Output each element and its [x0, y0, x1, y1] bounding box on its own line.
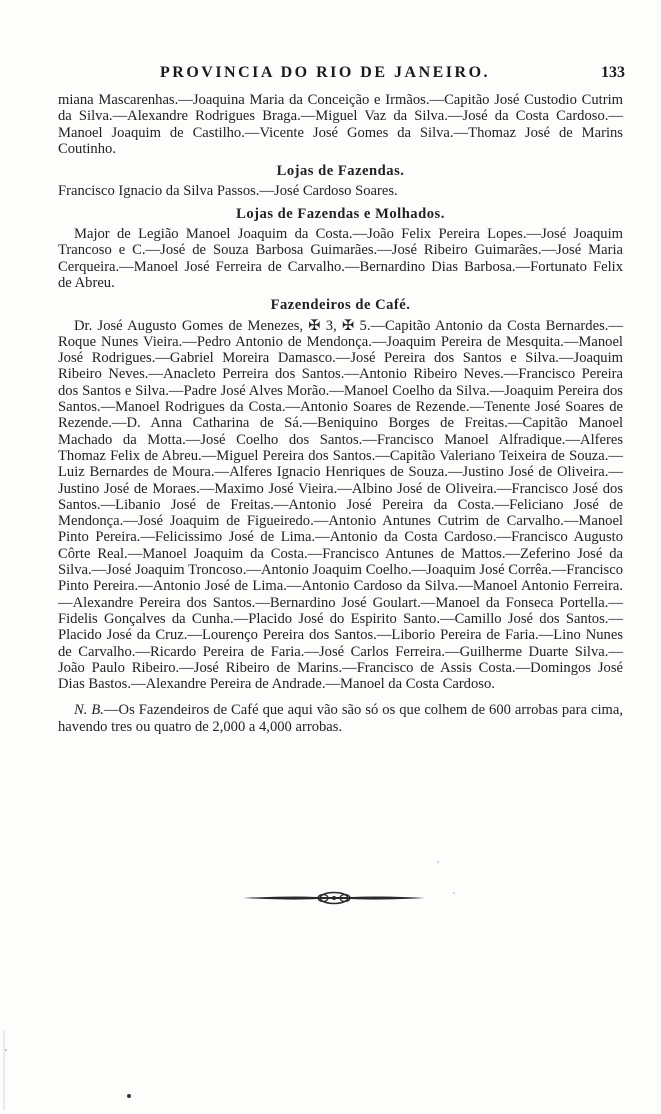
note-label: N. B. — [74, 702, 104, 719]
page-body — [58, 92, 623, 735]
note-paragraph — [58, 702, 623, 735]
paragraph-continuation: miana Mascarenhas.—Joaquina Maria da Conceição e Irmãos.—Capitão José Custodio Cutrim da Silva.—Alexandre Rodrigues Braga.—Miguel Vaz da Silva.—José da Costa Cardoso.—Manoel Joaquim de Castilho.—Vicente José Gomes da Silva.—Thomaz José de Marins Coutinho. — [58, 92, 623, 157]
decorative-rule-icon — [241, 888, 427, 908]
page-number: 133 — [601, 64, 625, 81]
section-title-lojas-de-fazendas: Lojas de Fazendas. — [276, 163, 405, 180]
note-text: —Os Fazendeiros de Café que aqui vão são só os que colhem de 600 arrobas para cima, havendo tres ou quatro de 2,000 a 4,000 arrobas. — [58, 702, 623, 735]
paragraph-lojas-de-fazendas: Francisco Ignacio da Silva Passos.—José Cardoso Soares. — [58, 183, 398, 200]
section-title-lojas-de-fazendas-e-molhados: Lojas de Fazendas e Molhados. — [236, 205, 445, 222]
paragraph-fazendeiros-de-cafe: Dr. José Augusto Gomes de Menezes, ✠ 3, ✠ 5.—Capitão Antonio da Costa Bernardes.—Roque Nunes Vieira.—Pedro Antonio de Mendonça.—Joaquim Pereira de Mesquita.—Manoel José Rodrigues.—Gabriel Moreira Damasco.—José Pereira dos Santos e Silva.—Joaquim Ribeiro Neves.—Anacleto Perreira dos Santos.—Antonio Ribeiro Neves.—Francisco Pereira dos Santos e Silva.—Padre José Alves Morão.—Manoel Coelho da Silva.—Joaquim Pereira dos Santos.—Manoel Rodrigues da Costa.—Antonio Soares de Rezende.—Tenente José Soares de Rezende.—D. Anna Catharina de Sá.—Beniquino Borges de Freitas.—Capitão Manoel Machado da Motta.—José Coelho dos Santos.—Francisco Manoel Alfradique.—Alferes Thomaz Felix de Abreu.—Miguel Pereira dos Santos.—Capitão Valeriano Teixeira de Souza.—Luiz Bernardes de Moura.—Alferes Ignacio Henriques de Souza.—Justino José de Oliveira.—Justino José de Moraes.—Maximo José Vieira.—Albino José de Oliveira.—Francisco José dos Santos.—Libanio José de Freitas.—Antonio José Pereira da Costa.—Feliciano José de Mendonça.—José Joaquim de Figueiredo.—Antonio Antunes Cutrim de Carvalho.—Manoel Pinto Pereira.—Felicissimo José de Lima.—Antonio da Costa Cardoso.—Francisco Augusto Côrte Real.—Manoel Joaquim da Costa.—Francisco Antunes de Mattos.—Zeferino José da Silva.—José Joaquim Troncoso.—Antonio Joaquim Coelho.—Joaquim José Corrêa.—Francisco Pinto Pereira.—Antonio José de Lima.—Antonio Cardoso da Silva.—Manoel Antonio Ferreira.—Alexandre Pereira dos Santos.—Bernardino José Goulart.—Manoel da Fonseca Portella.—Fidelis Gonçalves da Cunha.—Placido José do Espirito Santo.—Camillo José dos Santos.—Placido José da Cruz.—Lourenço Pereira dos Santos.—Liborio Pereira de Faria.—Lino Nunes de Carvalho.—Ricardo Pereira de Faria.—José Carlos Ferreira.—Guilherme Duarte Silva.—João Paulo Ribeiro.—José Ribeiro de Marins.—Francisco de Assis Costa.—Domingos José Dias Bastos.—Alexandre Pereira de Andrade.—Manoel da Costa Cardoso. — [58, 317, 623, 693]
page-header — [60, 64, 631, 88]
section-title-fazendeiros-de-cafe: Fazendeiros de Café. — [270, 297, 411, 314]
paragraph-lojas-de-fazendas-e-molhados: Major de Legião Manoel Joaquim da Costa.—João Felix Pereira Lopes.—José Joaquim Trancoso e C.—José de Souza Barbosa Guimarães.—José Ribeiro Guimarães.—José Maria Cerqueira.—Manoel José Ferreira de Carvalho.—Bernardino Dias Barbosa.—Fortunato Felix de Abreu. — [58, 226, 623, 291]
running-title: PROVINCIA DO RIO DE JANEIRO. — [160, 64, 491, 81]
